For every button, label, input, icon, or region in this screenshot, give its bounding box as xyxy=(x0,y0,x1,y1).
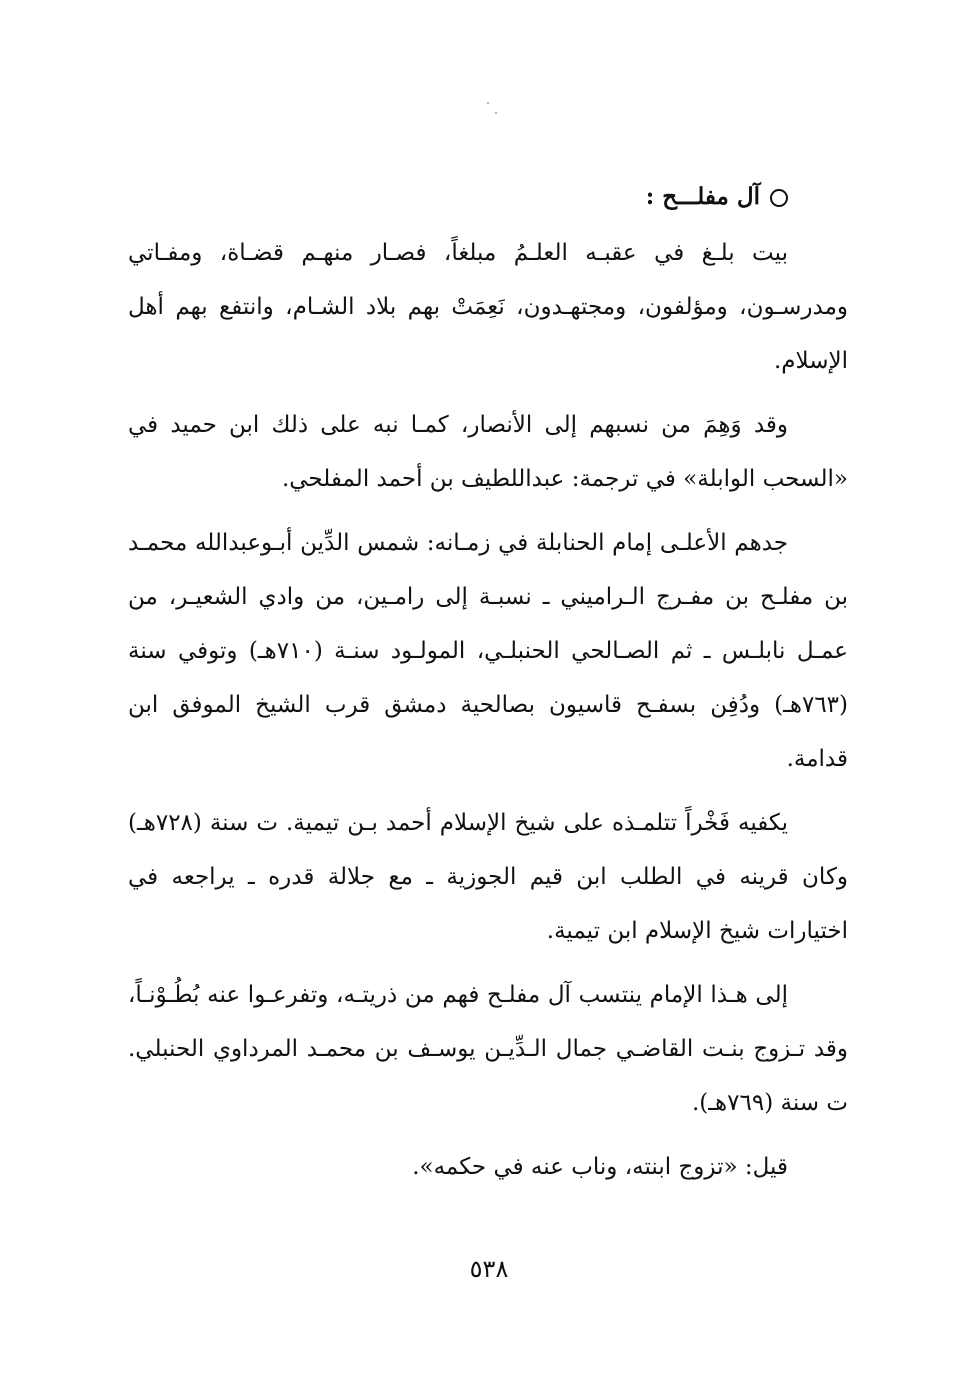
section-title: آل مفلـــح : xyxy=(645,183,760,210)
paragraph-2: وقد وَهِمَ من نسبهم إلى الأنصار، كمـا نبه على ذلك ابن حميد في «السحب الوابلة» في ترجمة: عبداللطيف بن أحمد المفلحي. xyxy=(128,412,848,492)
paragraph-5: إلى هـذا الإمام ينتسب آل مفلـح فهم من ذريتـه، وتفرعـوا عنه بُطُـوْنـاً، وقد تـزوج بنـت القاضـي جمال الـدِّيـن يوسـف بن محمـد المرداوي الحنبلي. ت سنة (٧٦٩هـ). xyxy=(128,982,848,1116)
scan-speck xyxy=(495,112,497,114)
paragraph-3: جدهم الأعلـى إمام الحنابلة في زمـانه: شمس الدِّين أبـوعبدالله محمـد بن مفلـح بن مفـرج الـراميني ـ نسبـة إلى رامـين، من وادي الشعيـر، من عمـل نابلـس ـ ثم الصـالحي الحنبلـي، المولـود سنـة (٧١٠هـ) وتوفي سنة (٧٦٣هـ) ودُفِن بسفـح قاسيون بصالحية دمشق قرب الشيخ الموفق ابن قدامة. xyxy=(128,530,849,772)
hollow-circle-icon xyxy=(770,189,788,207)
paragraph-6: قيل: «تزوج ابنته، وناب عنه في حكمه». xyxy=(412,1154,788,1180)
section-heading xyxy=(128,170,848,224)
paragraph-4: يكفيه فَخْراً تتلمـذه على شيخ الإسلام أحمد بـن تيمية. ت سنة (٧٢٨هـ) وكان قرينه في الطلب ابن قيم الجوزية ـ مع جلالة قدره ـ يراجعه في اختيارات شيخ الإسلام ابن تيمية. xyxy=(128,810,848,944)
page-number: ٥٣٨ xyxy=(469,1255,509,1283)
scan-speck xyxy=(487,102,489,104)
page-body xyxy=(128,170,848,1204)
paragraph-1: بيت بلـغ في عقبـه العلـمُ مبلغاً، فصـار منهـم قضـاة، ومفـاتي ومدرسـون، ومؤلفون، ومجتهـدون، نَعِمَتْ بهم بلاد الشـام، وانتفع بهم أهل الإسلام. xyxy=(128,240,848,374)
